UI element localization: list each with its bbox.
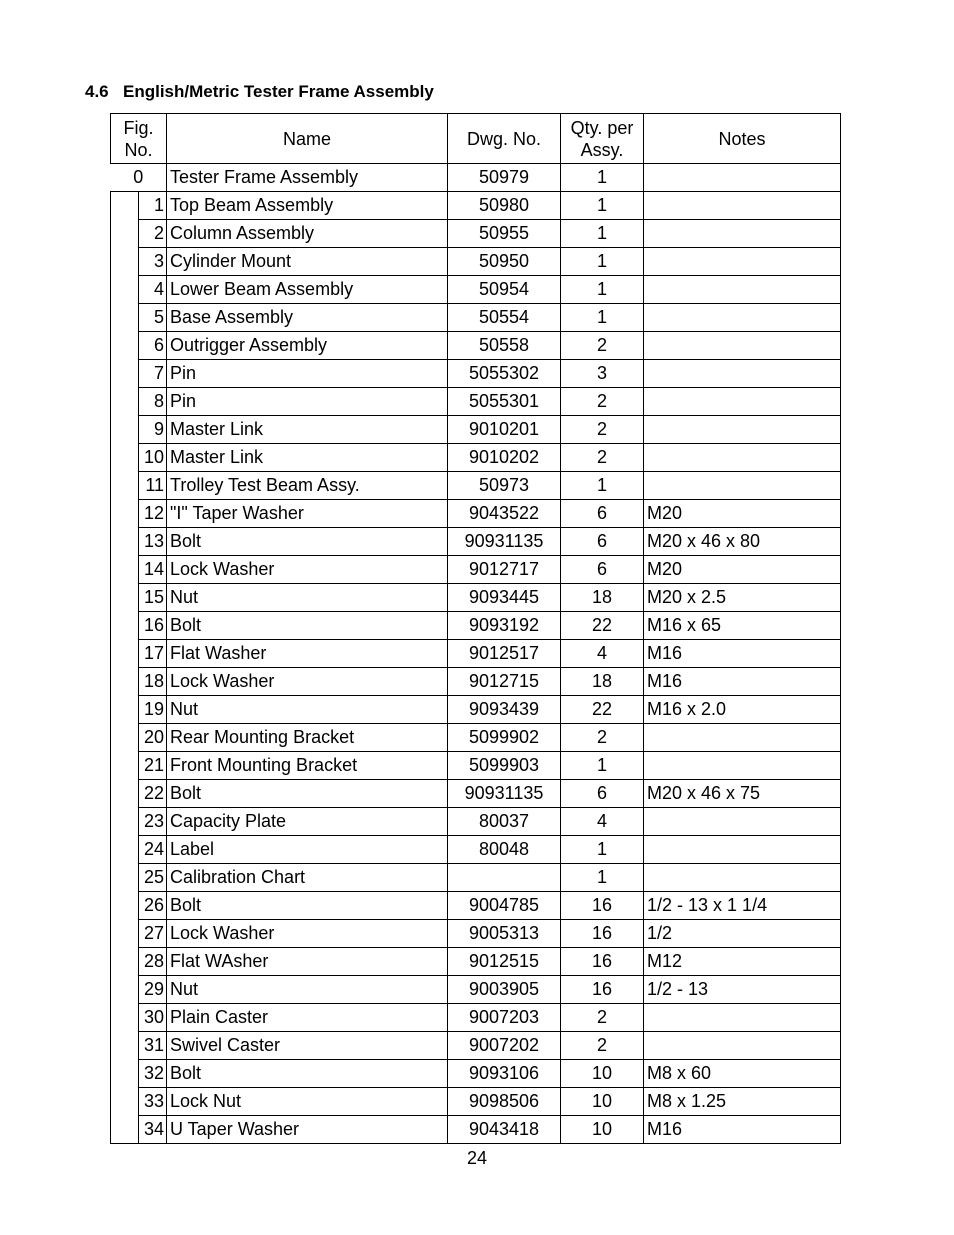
cell-qty: 1: [561, 276, 644, 304]
table-header-row: [111, 114, 841, 164]
cell-fig-no: 4: [139, 276, 167, 304]
table-row: [111, 192, 841, 220]
cell-dwg-no: 90931135: [448, 528, 561, 556]
cell-name: Bolt: [167, 612, 448, 640]
cell-indent: [111, 752, 139, 780]
cell-notes: M16 x 2.0: [644, 696, 841, 724]
cell-dwg-no: 50954: [448, 276, 561, 304]
cell-notes: M16: [644, 1116, 841, 1144]
cell-qty: 3: [561, 360, 644, 388]
cell-qty: 18: [561, 668, 644, 696]
cell-notes: M16: [644, 640, 841, 668]
cell-name: Outrigger Assembly: [167, 332, 448, 360]
cell-notes: [644, 472, 841, 500]
cell-indent: [111, 948, 139, 976]
cell-fig-no: 23: [139, 808, 167, 836]
cell-qty: 1: [561, 836, 644, 864]
section-heading: [85, 82, 434, 102]
table-row: [111, 696, 841, 724]
cell-fig-no: 1: [139, 192, 167, 220]
table-row: [111, 1004, 841, 1032]
cell-qty: 6: [561, 780, 644, 808]
cell-indent: [111, 1032, 139, 1060]
cell-indent: [111, 1004, 139, 1032]
cell-qty: 1: [561, 248, 644, 276]
cell-name: Swivel Caster: [167, 1032, 448, 1060]
table-row: [111, 976, 841, 1004]
cell-name: Lower Beam Assembly: [167, 276, 448, 304]
header-fig-no: Fig. No.: [111, 114, 167, 164]
cell-fig-no: 14: [139, 556, 167, 584]
table-row: [111, 500, 841, 528]
parts-table: [110, 113, 841, 1144]
cell-indent: [111, 920, 139, 948]
cell-dwg-no: 5055302: [448, 360, 561, 388]
cell-qty: 16: [561, 892, 644, 920]
cell-indent: [111, 416, 139, 444]
cell-notes: M8 x 1.25: [644, 1088, 841, 1116]
cell-notes: M20 x 2.5: [644, 584, 841, 612]
table-row: [111, 472, 841, 500]
cell-dwg-no: 90931135: [448, 780, 561, 808]
table-row: [111, 1088, 841, 1116]
cell-qty: 22: [561, 612, 644, 640]
cell-dwg-no: 50558: [448, 332, 561, 360]
cell-indent: [111, 1116, 139, 1144]
cell-notes: [644, 388, 841, 416]
cell-qty: 6: [561, 556, 644, 584]
cell-indent: [111, 332, 139, 360]
cell-notes: [644, 752, 841, 780]
cell-fig-no: 31: [139, 1032, 167, 1060]
cell-fig-no: 11: [139, 472, 167, 500]
cell-qty: 10: [561, 1060, 644, 1088]
cell-fig-no: 20: [139, 724, 167, 752]
cell-qty: 18: [561, 584, 644, 612]
cell-qty: 2: [561, 444, 644, 472]
table-row: [111, 892, 841, 920]
cell-qty: 4: [561, 808, 644, 836]
cell-indent: [111, 500, 139, 528]
cell-name: Trolley Test Beam Assy.: [167, 472, 448, 500]
cell-dwg-no: 5099903: [448, 752, 561, 780]
cell-qty: 1: [561, 472, 644, 500]
cell-fig-no: 32: [139, 1060, 167, 1088]
cell-name: Bolt: [167, 528, 448, 556]
cell-fig-no: 24: [139, 836, 167, 864]
cell-dwg-no: [448, 864, 561, 892]
cell-indent: [111, 640, 139, 668]
cell-indent: [111, 808, 139, 836]
cell-qty: 2: [561, 332, 644, 360]
table-row: [111, 724, 841, 752]
cell-indent: [111, 780, 139, 808]
cell-notes: M20 x 46 x 80: [644, 528, 841, 556]
cell-qty: 6: [561, 500, 644, 528]
cell-dwg-no: 80048: [448, 836, 561, 864]
cell-name: Bolt: [167, 780, 448, 808]
cell-notes: [644, 220, 841, 248]
cell-fig-no: 8: [139, 388, 167, 416]
cell-fig-no: 22: [139, 780, 167, 808]
header-dwg-no: Dwg. No.: [448, 114, 561, 164]
cell-fig-no: 26: [139, 892, 167, 920]
cell-fig-no: 27: [139, 920, 167, 948]
table-row: [111, 1116, 841, 1144]
header-notes: Notes: [644, 114, 841, 164]
cell-name: Pin: [167, 360, 448, 388]
cell-indent: [111, 444, 139, 472]
cell-dwg-no: 9005313: [448, 920, 561, 948]
cell-indent: [111, 528, 139, 556]
table-row: [111, 752, 841, 780]
section-number: 4.6: [85, 82, 109, 101]
cell-dwg-no: 9093439: [448, 696, 561, 724]
cell-name: U Taper Washer: [167, 1116, 448, 1144]
cell-name: Label: [167, 836, 448, 864]
cell-dwg-no: 9093192: [448, 612, 561, 640]
cell-notes: [644, 164, 841, 192]
cell-name: Bolt: [167, 1060, 448, 1088]
cell-dwg-no: 9093106: [448, 1060, 561, 1088]
table-row: [111, 920, 841, 948]
cell-name: Pin: [167, 388, 448, 416]
cell-fig-no: 0: [111, 164, 167, 192]
table-row: [111, 276, 841, 304]
cell-indent: [111, 976, 139, 1004]
cell-name: Rear Mounting Bracket: [167, 724, 448, 752]
table-row: [111, 584, 841, 612]
cell-qty: 22: [561, 696, 644, 724]
cell-name: Cylinder Mount: [167, 248, 448, 276]
header-qty: Qty. per Assy.: [561, 114, 644, 164]
cell-indent: [111, 192, 139, 220]
cell-fig-no: 34: [139, 1116, 167, 1144]
table-row: [111, 360, 841, 388]
table-row: [111, 416, 841, 444]
cell-dwg-no: 9012717: [448, 556, 561, 584]
table-row: [111, 444, 841, 472]
table-row: [111, 808, 841, 836]
table-row: [111, 388, 841, 416]
cell-name: Column Assembly: [167, 220, 448, 248]
cell-dwg-no: 9007202: [448, 1032, 561, 1060]
cell-notes: M20: [644, 500, 841, 528]
cell-dwg-no: 9012517: [448, 640, 561, 668]
cell-name: Lock Nut: [167, 1088, 448, 1116]
cell-qty: 1: [561, 192, 644, 220]
cell-indent: [111, 584, 139, 612]
cell-name: Flat WAsher: [167, 948, 448, 976]
cell-name: Top Beam Assembly: [167, 192, 448, 220]
cell-fig-no: 17: [139, 640, 167, 668]
cell-qty: 2: [561, 388, 644, 416]
cell-name: Front Mounting Bracket: [167, 752, 448, 780]
cell-name: Plain Caster: [167, 1004, 448, 1032]
cell-qty: 16: [561, 948, 644, 976]
cell-dwg-no: 50980: [448, 192, 561, 220]
header-name: Name: [167, 114, 448, 164]
cell-qty: 4: [561, 640, 644, 668]
section-title: English/Metric Tester Frame Assembly: [123, 82, 434, 101]
cell-qty: 10: [561, 1116, 644, 1144]
cell-fig-no: 9: [139, 416, 167, 444]
cell-notes: 1/2 - 13 x 1 1/4: [644, 892, 841, 920]
cell-name: Nut: [167, 584, 448, 612]
cell-indent: [111, 696, 139, 724]
cell-name: Base Assembly: [167, 304, 448, 332]
cell-dwg-no: 50955: [448, 220, 561, 248]
cell-dwg-no: 9004785: [448, 892, 561, 920]
cell-name: Capacity Plate: [167, 808, 448, 836]
cell-dwg-no: 9043522: [448, 500, 561, 528]
cell-indent: [111, 388, 139, 416]
cell-indent: [111, 864, 139, 892]
cell-fig-no: 10: [139, 444, 167, 472]
cell-qty: 1: [561, 164, 644, 192]
table-row: [111, 304, 841, 332]
cell-name: Calibration Chart: [167, 864, 448, 892]
cell-indent: [111, 1060, 139, 1088]
cell-indent: [111, 668, 139, 696]
table-row: [111, 640, 841, 668]
cell-fig-no: 25: [139, 864, 167, 892]
table-row: [111, 864, 841, 892]
cell-qty: 1: [561, 304, 644, 332]
table-row: [111, 528, 841, 556]
cell-indent: [111, 724, 139, 752]
cell-dwg-no: 50554: [448, 304, 561, 332]
table-row: [111, 612, 841, 640]
cell-dwg-no: 9098506: [448, 1088, 561, 1116]
table-body: [111, 164, 841, 1144]
cell-notes: M16 x 65: [644, 612, 841, 640]
cell-fig-no: 16: [139, 612, 167, 640]
cell-qty: 1: [561, 220, 644, 248]
cell-fig-no: 7: [139, 360, 167, 388]
cell-qty: 6: [561, 528, 644, 556]
table-row: [111, 1060, 841, 1088]
cell-notes: [644, 276, 841, 304]
cell-notes: [644, 808, 841, 836]
cell-dwg-no: 5055301: [448, 388, 561, 416]
table-row: [111, 164, 841, 192]
table-row: [111, 1032, 841, 1060]
cell-notes: M12: [644, 948, 841, 976]
cell-name: Lock Washer: [167, 556, 448, 584]
cell-fig-no: 5: [139, 304, 167, 332]
cell-dwg-no: 9007203: [448, 1004, 561, 1032]
cell-qty: 10: [561, 1088, 644, 1116]
cell-dwg-no: 80037: [448, 808, 561, 836]
cell-notes: [644, 1004, 841, 1032]
cell-notes: [644, 724, 841, 752]
table-row: [111, 332, 841, 360]
cell-dwg-no: 9003905: [448, 976, 561, 1004]
cell-indent: [111, 892, 139, 920]
cell-notes: M20 x 46 x 75: [644, 780, 841, 808]
cell-indent: [111, 304, 139, 332]
cell-notes: [644, 304, 841, 332]
cell-name: Master Link: [167, 444, 448, 472]
cell-notes: [644, 444, 841, 472]
cell-fig-no: 30: [139, 1004, 167, 1032]
cell-notes: [644, 864, 841, 892]
cell-notes: [644, 836, 841, 864]
cell-fig-no: 19: [139, 696, 167, 724]
cell-fig-no: 28: [139, 948, 167, 976]
cell-notes: M16: [644, 668, 841, 696]
cell-indent: [111, 836, 139, 864]
cell-indent: [111, 220, 139, 248]
cell-name: Nut: [167, 976, 448, 1004]
cell-name: Tester Frame Assembly: [167, 164, 448, 192]
cell-notes: [644, 360, 841, 388]
cell-dwg-no: 9010202: [448, 444, 561, 472]
cell-name: Flat Washer: [167, 640, 448, 668]
cell-fig-no: 33: [139, 1088, 167, 1116]
cell-notes: 1/2 - 13: [644, 976, 841, 1004]
cell-notes: [644, 1032, 841, 1060]
cell-indent: [111, 1088, 139, 1116]
cell-dwg-no: 9012715: [448, 668, 561, 696]
cell-notes: [644, 248, 841, 276]
cell-notes: M20: [644, 556, 841, 584]
page-number: 24: [466, 1148, 488, 1168]
cell-qty: 2: [561, 1032, 644, 1060]
cell-name: Lock Washer: [167, 668, 448, 696]
cell-fig-no: 21: [139, 752, 167, 780]
cell-qty: 16: [561, 976, 644, 1004]
cell-notes: 1/2: [644, 920, 841, 948]
cell-dwg-no: 5099902: [448, 724, 561, 752]
cell-qty: 2: [561, 724, 644, 752]
cell-name: Nut: [167, 696, 448, 724]
cell-name: Master Link: [167, 416, 448, 444]
cell-fig-no: 2: [139, 220, 167, 248]
table-row: [111, 248, 841, 276]
cell-indent: [111, 556, 139, 584]
cell-fig-no: 15: [139, 584, 167, 612]
cell-notes: [644, 332, 841, 360]
cell-name: "I" Taper Washer: [167, 500, 448, 528]
cell-qty: 1: [561, 864, 644, 892]
cell-notes: M8 x 60: [644, 1060, 841, 1088]
cell-qty: 2: [561, 1004, 644, 1032]
cell-dwg-no: 9010201: [448, 416, 561, 444]
cell-dwg-no: 50950: [448, 248, 561, 276]
cell-fig-no: 6: [139, 332, 167, 360]
cell-fig-no: 3: [139, 248, 167, 276]
cell-indent: [111, 612, 139, 640]
cell-dwg-no: 50973: [448, 472, 561, 500]
cell-indent: [111, 248, 139, 276]
cell-dwg-no: 9043418: [448, 1116, 561, 1144]
cell-notes: [644, 416, 841, 444]
cell-indent: [111, 360, 139, 388]
cell-name: Lock Washer: [167, 920, 448, 948]
cell-dwg-no: 9012515: [448, 948, 561, 976]
cell-fig-no: 13: [139, 528, 167, 556]
cell-fig-no: 29: [139, 976, 167, 1004]
cell-indent: [111, 472, 139, 500]
cell-qty: 16: [561, 920, 644, 948]
cell-qty: 2: [561, 416, 644, 444]
table-row: [111, 220, 841, 248]
table-row: [111, 780, 841, 808]
cell-fig-no: 12: [139, 500, 167, 528]
cell-fig-no: 18: [139, 668, 167, 696]
table-row: [111, 836, 841, 864]
cell-qty: 1: [561, 752, 644, 780]
table-row: [111, 668, 841, 696]
cell-indent: [111, 276, 139, 304]
cell-dwg-no: 50979: [448, 164, 561, 192]
cell-name: Bolt: [167, 892, 448, 920]
cell-notes: [644, 192, 841, 220]
table-row: [111, 948, 841, 976]
table-row: [111, 556, 841, 584]
cell-dwg-no: 9093445: [448, 584, 561, 612]
